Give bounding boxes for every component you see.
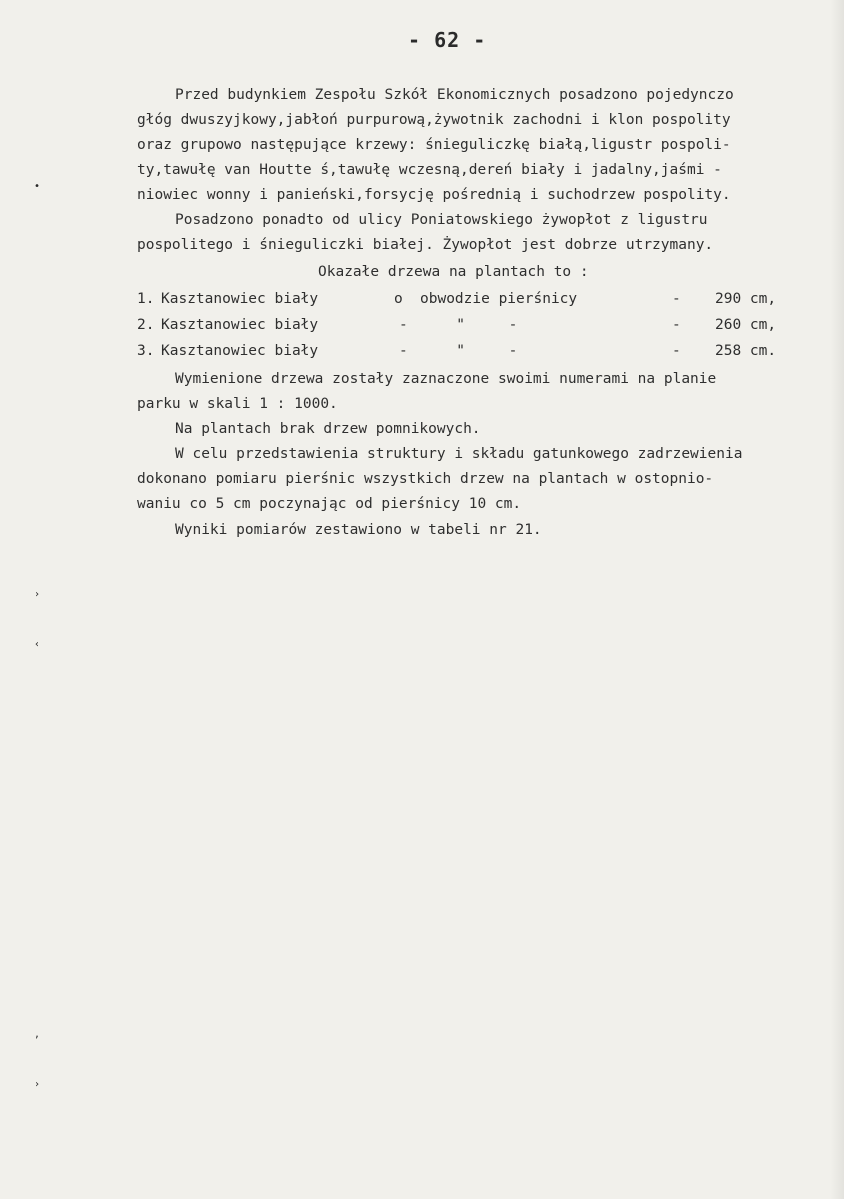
text-line: Przed budynkiem Zespołu Szkół Ekonomicznych posadzono pojedynczo bbox=[175, 87, 734, 103]
margin-dot-mark: • bbox=[34, 181, 41, 192]
text-line: pospolitego i śnieguliczki białej. Żywopłot jest dobrze utrzymany. bbox=[137, 237, 714, 253]
text-line: głóg dwuszyjkowy,jabłoń purpurową,żywotnik zachodni i klon pospolity bbox=[137, 112, 731, 128]
row-number: 1. bbox=[137, 291, 155, 307]
tree-name: Kasztanowiec biały bbox=[161, 317, 319, 333]
text-line: ty,tawułę van Houtte ś,tawułę wczesną,dereń biały i jadalny,jaśmi - bbox=[137, 162, 722, 178]
girth-value: 260 cm, bbox=[715, 317, 777, 333]
row-dash: - bbox=[672, 343, 681, 359]
tree-name: Kasztanowiec biały bbox=[161, 291, 319, 307]
row-dash: - bbox=[672, 291, 681, 307]
row-description: " - bbox=[430, 343, 518, 359]
text-line: W celu przedstawienia struktury i składu gatunkowego zadrzewienia bbox=[175, 446, 743, 462]
row-dash: - bbox=[672, 317, 681, 333]
table-row bbox=[137, 340, 797, 362]
row-preposition: o bbox=[394, 291, 403, 307]
row-description: " - bbox=[430, 317, 518, 333]
row-preposition: - bbox=[399, 343, 408, 359]
margin-tick-mark: , bbox=[34, 1029, 41, 1040]
table-row bbox=[137, 314, 797, 336]
text-line: waniu co 5 cm poczynając od pierśnicy 10 cm. bbox=[137, 496, 522, 512]
text-line: Posadzono ponadto od ulicy Poniatowskiego żywopłot z ligustru bbox=[175, 212, 708, 228]
text-line: Wyniki pomiarów zestawiono w tabeli nr 21. bbox=[175, 522, 542, 538]
margin-tick-mark: › bbox=[34, 589, 41, 600]
tree-name: Kasztanowiec biały bbox=[161, 343, 319, 359]
row-number: 3. bbox=[137, 343, 155, 359]
text-line: parku w skali 1 : 1000. bbox=[137, 396, 338, 412]
row-description: obwodzie pierśnicy bbox=[420, 291, 578, 307]
girth-value: 258 cm. bbox=[715, 343, 777, 359]
margin-tick-mark: ‹ bbox=[34, 639, 41, 650]
row-preposition: - bbox=[399, 317, 408, 333]
margin-tick-mark: › bbox=[34, 1079, 41, 1090]
text-line: Wymienione drzewa zostały zaznaczone swoimi numerami na planie bbox=[175, 371, 717, 387]
text-line: dokonano pomiaru pierśnic wszystkich drzew na plantach w ostopnio- bbox=[137, 471, 714, 487]
page-edge-shadow bbox=[830, 0, 844, 1199]
girth-value: 290 cm, bbox=[715, 291, 777, 307]
row-number: 2. bbox=[137, 317, 155, 333]
text-line: niowiec wonny i panieński,forsycję pośrednią i suchodrzew pospolity. bbox=[137, 187, 731, 203]
table-row bbox=[137, 288, 797, 310]
section-heading: Okazałe drzewa na plantach to : bbox=[318, 264, 589, 280]
page-number: - 62 - bbox=[408, 28, 487, 52]
text-line: oraz grupowo następujące krzewy: śnieguliczkę białą,ligustr pospoli- bbox=[137, 137, 731, 153]
text-line: Na plantach brak drzew pomnikowych. bbox=[175, 421, 481, 437]
